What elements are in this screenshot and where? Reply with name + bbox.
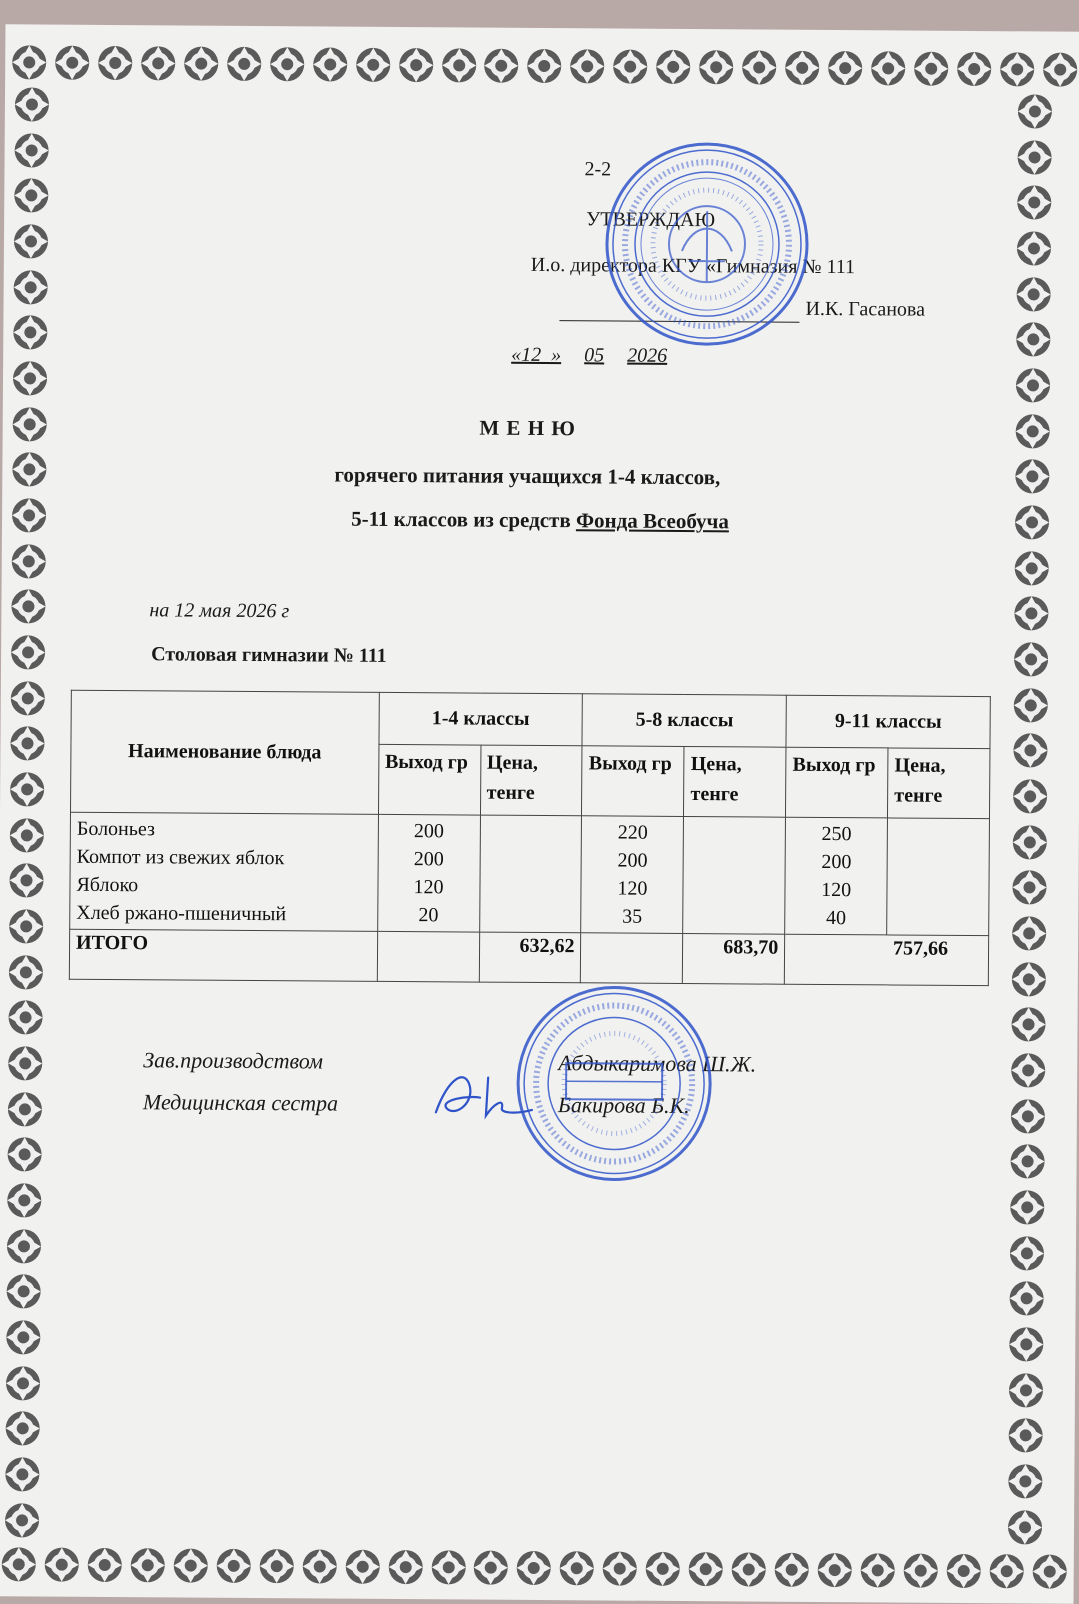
header-group-5-8: 5-8 классы (582, 694, 786, 747)
flower-ornament-icon (2, 1500, 42, 1540)
date-day: «12_» (511, 343, 562, 367)
director-name: И.К. Гасанова (805, 297, 926, 321)
flower-ornament-icon (782, 48, 822, 88)
flower-ornament-icon (12, 84, 52, 124)
flower-ornament-icon (396, 45, 436, 85)
output-5-8-bolognese: 220 (617, 821, 648, 844)
role-nurse: Медицинская сестра (142, 1089, 339, 1116)
flower-ornament-icon (1006, 1279, 1046, 1319)
flower-ornament-icon (1006, 1370, 1046, 1410)
flower-ornament-icon (772, 1550, 812, 1590)
flower-ornament-icon (1005, 1461, 1045, 1501)
flower-ornament-icon (8, 678, 48, 718)
flower-ornament-icon (525, 46, 565, 86)
flower-ornament-icon (1010, 822, 1050, 862)
flower-ornament-icon (267, 44, 307, 84)
flower-ornament-icon (1014, 228, 1054, 268)
flower-ornament-icon (11, 176, 51, 216)
flower-ornament-icon (52, 43, 92, 83)
price-cell-5-8 (683, 817, 786, 935)
flower-ornament-icon (6, 861, 46, 901)
output-1-4-compote: 200 (413, 848, 444, 871)
dish-list (70, 812, 378, 931)
flower-ornament-icon (1014, 274, 1054, 314)
total-output-1-4 (377, 931, 479, 982)
header-price-1-4: Цена, тенге (480, 745, 582, 816)
flower-ornament-icon (4, 1272, 44, 1312)
flower-ornament-icon (353, 45, 393, 85)
output-1-4-bolognese: 200 (413, 820, 445, 843)
flower-ornament-icon (1010, 731, 1050, 771)
flower-ornament-icon (739, 47, 779, 87)
output-9-11-apple: 120 (821, 878, 852, 902)
total-label: ИТОГО (69, 929, 377, 981)
flower-ornament-icon (11, 267, 51, 307)
flower-ornament-icon (7, 769, 47, 809)
flower-ornament-icon (1008, 1050, 1048, 1090)
canteen-name: Столовая гимназии № 111 (151, 643, 387, 667)
flower-ornament-icon (997, 49, 1037, 89)
flower-ornament-icon (1012, 548, 1052, 588)
flower-ornament-icon (1013, 365, 1053, 405)
flower-ornament-icon (3, 1363, 43, 1403)
ornament-border-top (5, 42, 1079, 98)
flower-ornament-icon (643, 1549, 683, 1589)
header-group-1-4: 1-4 классы (379, 692, 583, 745)
flower-ornament-icon (1010, 776, 1050, 816)
flower-ornament-icon (1006, 1324, 1046, 1364)
flower-ornament-icon (10, 313, 50, 353)
output-1-4-apple: 120 (413, 876, 444, 899)
flower-ornament-icon (224, 44, 264, 84)
flower-ornament-icon (815, 1550, 855, 1590)
flower-ornament-icon (1007, 1233, 1047, 1273)
flower-ornament-icon (1040, 49, 1079, 89)
approval-date (511, 344, 667, 368)
output-9-11-bread: 40 (825, 907, 847, 930)
flower-ornament-icon (299, 1546, 339, 1586)
ornament-border-bottom (0, 1544, 1074, 1600)
flower-ornament-icon (439, 45, 479, 85)
output-5-8-apple: 120 (617, 877, 648, 900)
flower-ornament-icon (3, 1409, 43, 1449)
flower-ornament-icon (2, 1454, 42, 1494)
flower-ornament-icon (471, 1548, 511, 1588)
flower-ornament-icon (181, 43, 221, 83)
flower-ornament-icon (858, 1550, 898, 1590)
total-price-5-8: 683,70 (683, 934, 785, 985)
name-production-head: Абдыкаримова Ш.Ж. (558, 1050, 757, 1077)
subtitle-line-2 (2, 504, 1078, 537)
header-price-9-11: Цена, тенге (888, 748, 990, 819)
flower-ornament-icon (11, 130, 51, 170)
flower-ornament-icon (987, 1551, 1027, 1591)
dish-bread: Хлеб ржано-пшеничный (76, 901, 287, 926)
header-group-9-11: 9-11 классы (786, 695, 990, 748)
subtitle-prefix: 5-11 классов из средств (351, 506, 577, 533)
flower-ornament-icon (6, 906, 46, 946)
fund-name: Фонда Всеобуча (575, 508, 730, 534)
name-nurse: Бакирова Б.К. (557, 1092, 690, 1119)
flower-ornament-icon (1008, 1096, 1048, 1136)
flower-ornament-icon (567, 46, 607, 86)
output-9-11-bolognese: 250 (821, 822, 852, 846)
flower-ornament-icon (428, 1547, 468, 1587)
flower-ornament-icon (482, 46, 522, 86)
flower-ornament-icon (696, 47, 736, 87)
header-dish-name: Наименование блюда (71, 690, 379, 814)
output-list-5-8 (581, 816, 684, 934)
school-seal-stamp (603, 140, 810, 347)
flower-ornament-icon (4, 1135, 44, 1175)
output-5-8-compote: 200 (617, 849, 648, 872)
flower-ornament-icon (3, 1317, 43, 1357)
subtitle-line-1: горячего питания учащихся 1-4 классов, (334, 462, 721, 490)
flower-ornament-icon (342, 1547, 382, 1587)
flower-ornament-icon (85, 1545, 125, 1585)
price-cell-9-11 (887, 818, 990, 936)
dish-bolognese: Болоньез (76, 817, 156, 841)
menu-date: на 12 мая 2026 г (149, 599, 290, 623)
flower-ornament-icon (600, 1548, 640, 1588)
flower-ornament-icon (9, 541, 49, 581)
flower-ornament-icon (7, 724, 47, 764)
flower-ornament-icon (256, 1546, 296, 1586)
flower-ornament-icon (1011, 594, 1051, 634)
flower-ornament-icon (8, 587, 48, 627)
menu-table (69, 690, 991, 986)
flower-ornament-icon (4, 1180, 44, 1220)
flower-ornament-icon (385, 1547, 425, 1587)
menu-title: М Е Н Ю (479, 415, 577, 441)
output-1-4-bread: 20 (418, 904, 439, 927)
flower-ornament-icon (170, 1545, 210, 1585)
flower-ornament-icon (11, 221, 51, 261)
price-cell-1-4 (479, 815, 582, 933)
flower-ornament-icon (1014, 137, 1054, 177)
flower-ornament-icon (42, 1545, 82, 1585)
approve-heading: УТВЕРЖДАЮ (586, 208, 716, 232)
output-list-1-4 (377, 814, 480, 932)
flower-ornament-icon (8, 632, 48, 672)
flower-ornament-icon (4, 1226, 44, 1266)
flower-ornament-icon (5, 1043, 45, 1083)
flower-ornament-icon (1007, 1187, 1047, 1227)
flower-ornament-icon (825, 48, 865, 88)
header-price-5-8: Цена, тенге (684, 747, 786, 818)
flower-ornament-icon (0, 1544, 39, 1584)
flower-ornament-icon (1011, 639, 1051, 679)
role-production-head: Зав.производством (143, 1047, 324, 1074)
flower-ornament-icon (6, 952, 46, 992)
output-5-8-bread: 35 (622, 905, 643, 928)
flower-ornament-icon (1015, 91, 1055, 131)
document-page (0, 24, 1079, 1603)
ornament-border-left (0, 84, 57, 1540)
date-month: 05 (584, 344, 605, 367)
dish-apple: Яблоко (76, 873, 139, 897)
output-list-9-11 (785, 817, 888, 935)
flower-ornament-icon (1008, 1005, 1048, 1045)
flower-ornament-icon (1029, 1551, 1069, 1591)
medical-seal-stamp (513, 983, 714, 1184)
header-output-1-4: Выход гр (378, 744, 480, 815)
flower-ornament-icon (729, 1549, 769, 1589)
flower-ornament-icon (10, 358, 50, 398)
ornament-border-right (1000, 91, 1060, 1547)
flower-ornament-icon (901, 1551, 941, 1591)
flower-ornament-icon (5, 998, 45, 1038)
flower-ornament-icon (1009, 868, 1049, 908)
header-output-5-8: Выход гр (582, 746, 684, 817)
flower-ornament-icon (95, 43, 135, 83)
flower-ornament-icon (5, 1089, 45, 1129)
dish-compote: Компот из свежих яблок (76, 845, 285, 870)
flower-ornament-icon (610, 46, 650, 86)
total-price-9-11: 757,66 (785, 934, 989, 985)
flower-ornament-icon (127, 1545, 167, 1585)
flower-ornament-icon (911, 49, 951, 89)
flower-ornament-icon (954, 49, 994, 89)
date-year: 2026 (627, 344, 668, 367)
flower-ornament-icon (944, 1551, 984, 1591)
flower-ornament-icon (1011, 685, 1051, 725)
document-number: 2-2 (584, 158, 612, 181)
flower-ornament-icon (7, 815, 47, 855)
flower-ornament-icon (138, 43, 178, 83)
flower-ornament-icon (1013, 320, 1053, 360)
flower-ornament-icon (9, 42, 49, 82)
flower-ornament-icon (868, 48, 908, 88)
flower-ornament-icon (557, 1548, 597, 1588)
flower-ornament-icon (1009, 959, 1049, 999)
flower-ornament-icon (1009, 913, 1049, 953)
flower-ornament-icon (310, 44, 350, 84)
total-output-5-8 (581, 933, 683, 984)
flower-ornament-icon (686, 1549, 726, 1589)
header-output-9-11: Выход гр (786, 747, 888, 818)
flower-ornament-icon (1014, 183, 1054, 223)
director-title: И.о. директора КГУ «Гимназия № 111 (530, 253, 856, 279)
total-price-1-4: 632,62 (479, 932, 581, 983)
flower-ornament-icon (1006, 1416, 1046, 1456)
flower-ornament-icon (213, 1546, 253, 1586)
flower-ornament-icon (653, 47, 693, 87)
output-9-11-compote: 200 (821, 850, 852, 874)
flower-ornament-icon (514, 1548, 554, 1588)
flower-ornament-icon (1007, 1142, 1047, 1182)
flower-ornament-icon (1005, 1507, 1045, 1547)
